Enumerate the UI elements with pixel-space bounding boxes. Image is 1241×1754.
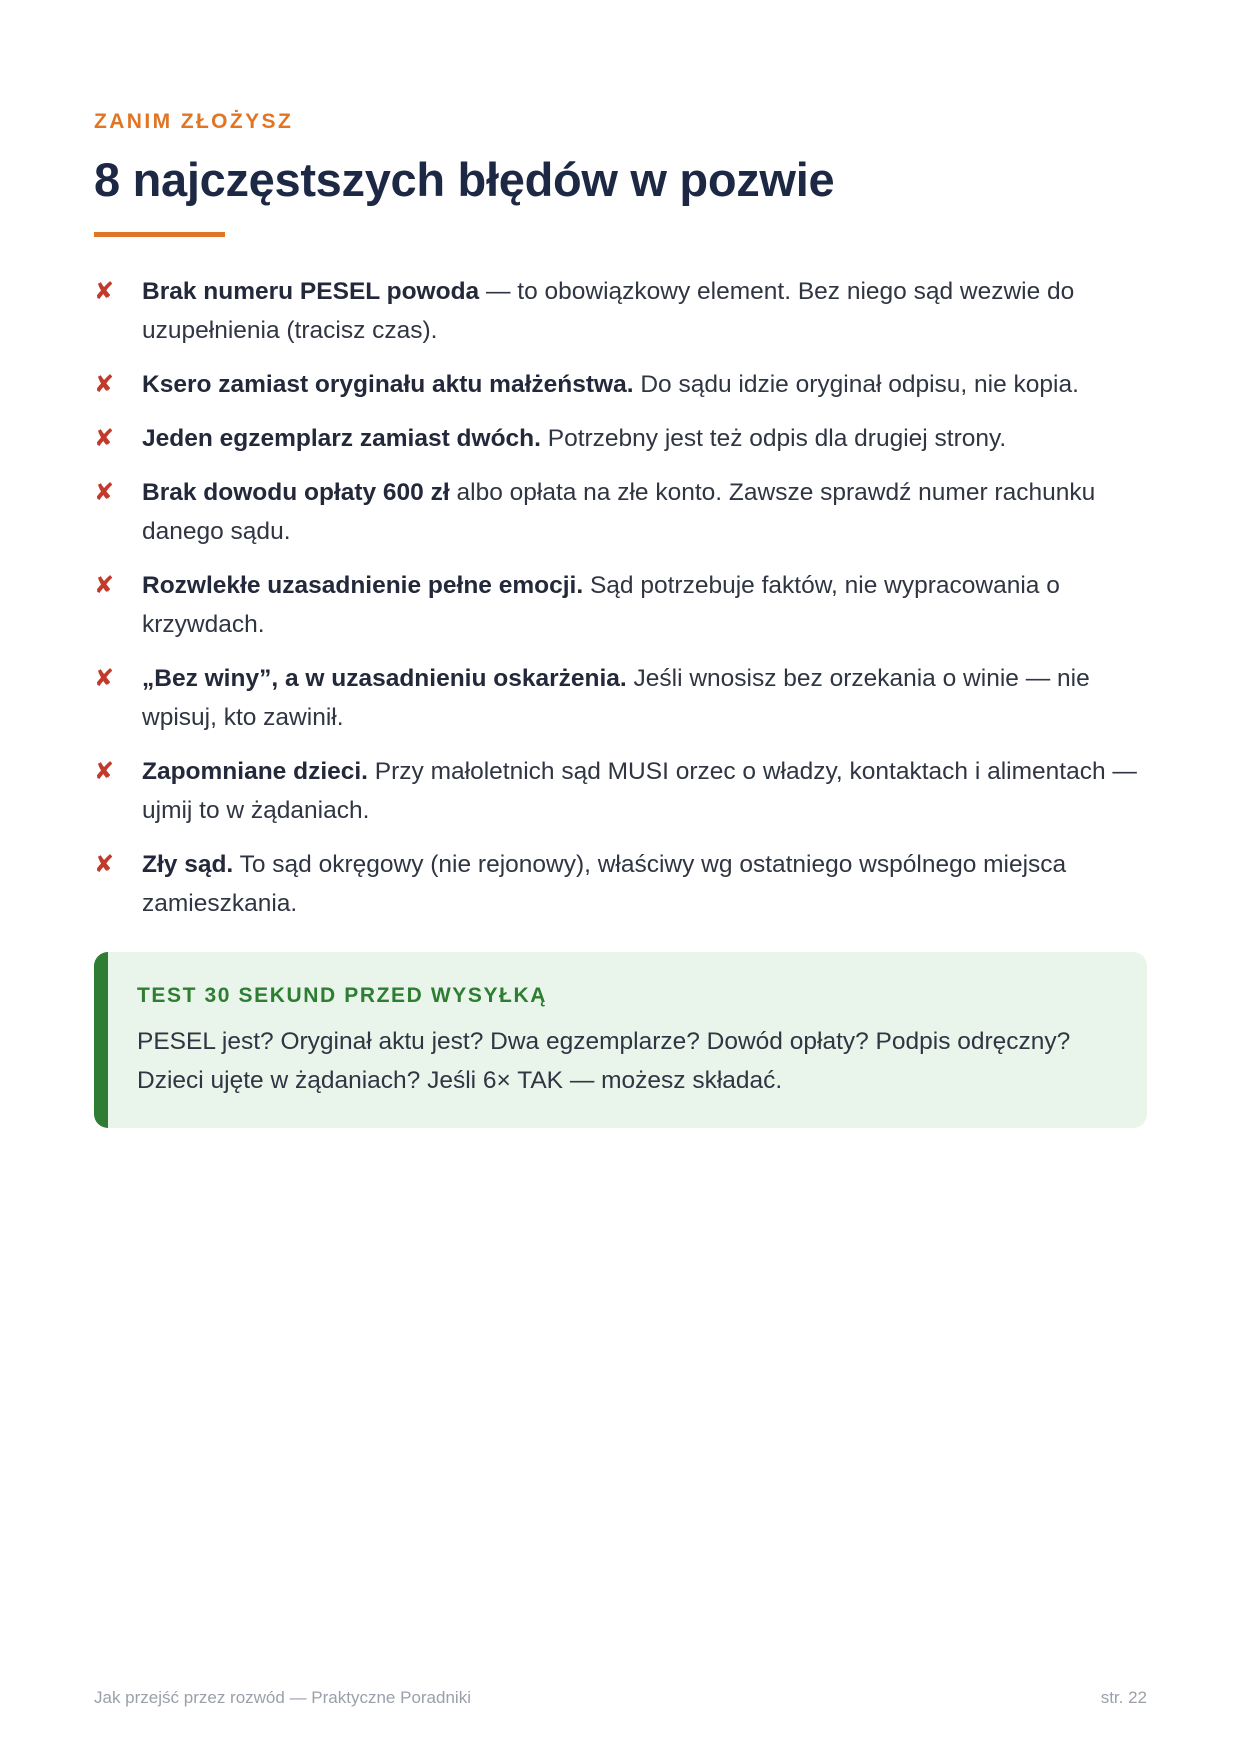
- error-title: Brak numeru PESEL powoda: [142, 278, 480, 305]
- error-description: To sąd okręgowy (nie rejonowy), właściwy wg ostatniego wspólnego miejsca zamieszkania.: [142, 851, 1067, 917]
- error-title: Jeden egzemplarz zamiast dwóch.: [142, 425, 541, 452]
- cross-mark-icon: ✘: [94, 758, 115, 785]
- cross-mark-icon: ✘: [94, 665, 115, 692]
- error-description: Potrzebny jest też odpis dla drugiej strony.: [540, 425, 1007, 452]
- callout-title: TEST 30 SEKUND PRZED WYSYŁKĄ: [137, 984, 548, 1007]
- errors-list: [94, 272, 1147, 938]
- page-title: 8 najczęstszych błędów w pozwie: [94, 153, 835, 206]
- footer-publication: Jak przejść przez rozwód — Praktyczne Poradniki: [94, 1688, 471, 1707]
- footer-page-number: str. 22: [1100, 1688, 1147, 1707]
- error-item: [94, 752, 1147, 830]
- error-title: Zły sąd.: [142, 851, 234, 878]
- cross-mark-icon: ✘: [94, 371, 115, 398]
- error-item: [94, 419, 1147, 458]
- error-title: „Bez winy”, a w uzasadnieniu oskarżenia.: [142, 665, 627, 692]
- cross-mark-icon: ✘: [94, 572, 115, 599]
- error-title: Brak dowodu opłaty 600 zł: [142, 479, 450, 506]
- error-title: Ksero zamiast oryginału aktu małżeństwa.: [142, 371, 634, 398]
- error-description: albo opłata na złe konto. Zawsze sprawdź numer rachunku danego sądu.: [142, 479, 1096, 545]
- callout-body: PESEL jest? Oryginał aktu jest? Dwa egzemplarze? Dowód opłaty? Podpis odręczny? Dzieci ujęte w żądaniach? Jeśli 6× TAK — możesz składać.: [137, 1028, 1071, 1094]
- error-item: [94, 272, 1147, 350]
- title-underline: [94, 232, 225, 237]
- checklist-callout: [94, 952, 1147, 1128]
- error-description: Jeśli wnosisz bez orzekania o winie — nie wpisuj, kto zawinił.: [142, 665, 1090, 731]
- error-title: Rozwlekłe uzasadnienie pełne emocji.: [142, 572, 584, 599]
- document-page: [94, 0, 1147, 1754]
- error-description: Do sądu idzie oryginał odpisu, nie kopia.: [633, 371, 1079, 398]
- error-description: — to obowiązkowy element. Bez niego sąd wezwie do uzupełnienia (tracisz czas).: [142, 278, 1075, 344]
- cross-mark-icon: ✘: [94, 479, 115, 506]
- error-title: Zapomniane dzieci.: [142, 758, 368, 785]
- section-kicker: ZANIM ZŁOŻYSZ: [94, 110, 294, 133]
- error-item: [94, 473, 1147, 551]
- error-description: Przy małoletnich sąd MUSI orzec o władzy, kontaktach i alimentach — ujmij to w żądaniach.: [142, 758, 1137, 824]
- cross-mark-icon: ✘: [94, 278, 115, 305]
- error-description: Sąd potrzebuje faktów, nie wypracowania o krzywdach.: [142, 572, 1060, 638]
- error-item: [94, 845, 1147, 923]
- error-item: [94, 659, 1147, 737]
- error-item: [94, 566, 1147, 644]
- cross-mark-icon: ✘: [94, 851, 115, 878]
- error-item: [94, 365, 1147, 404]
- cross-mark-icon: ✘: [94, 425, 115, 452]
- callout-accent-bar: [94, 952, 108, 1128]
